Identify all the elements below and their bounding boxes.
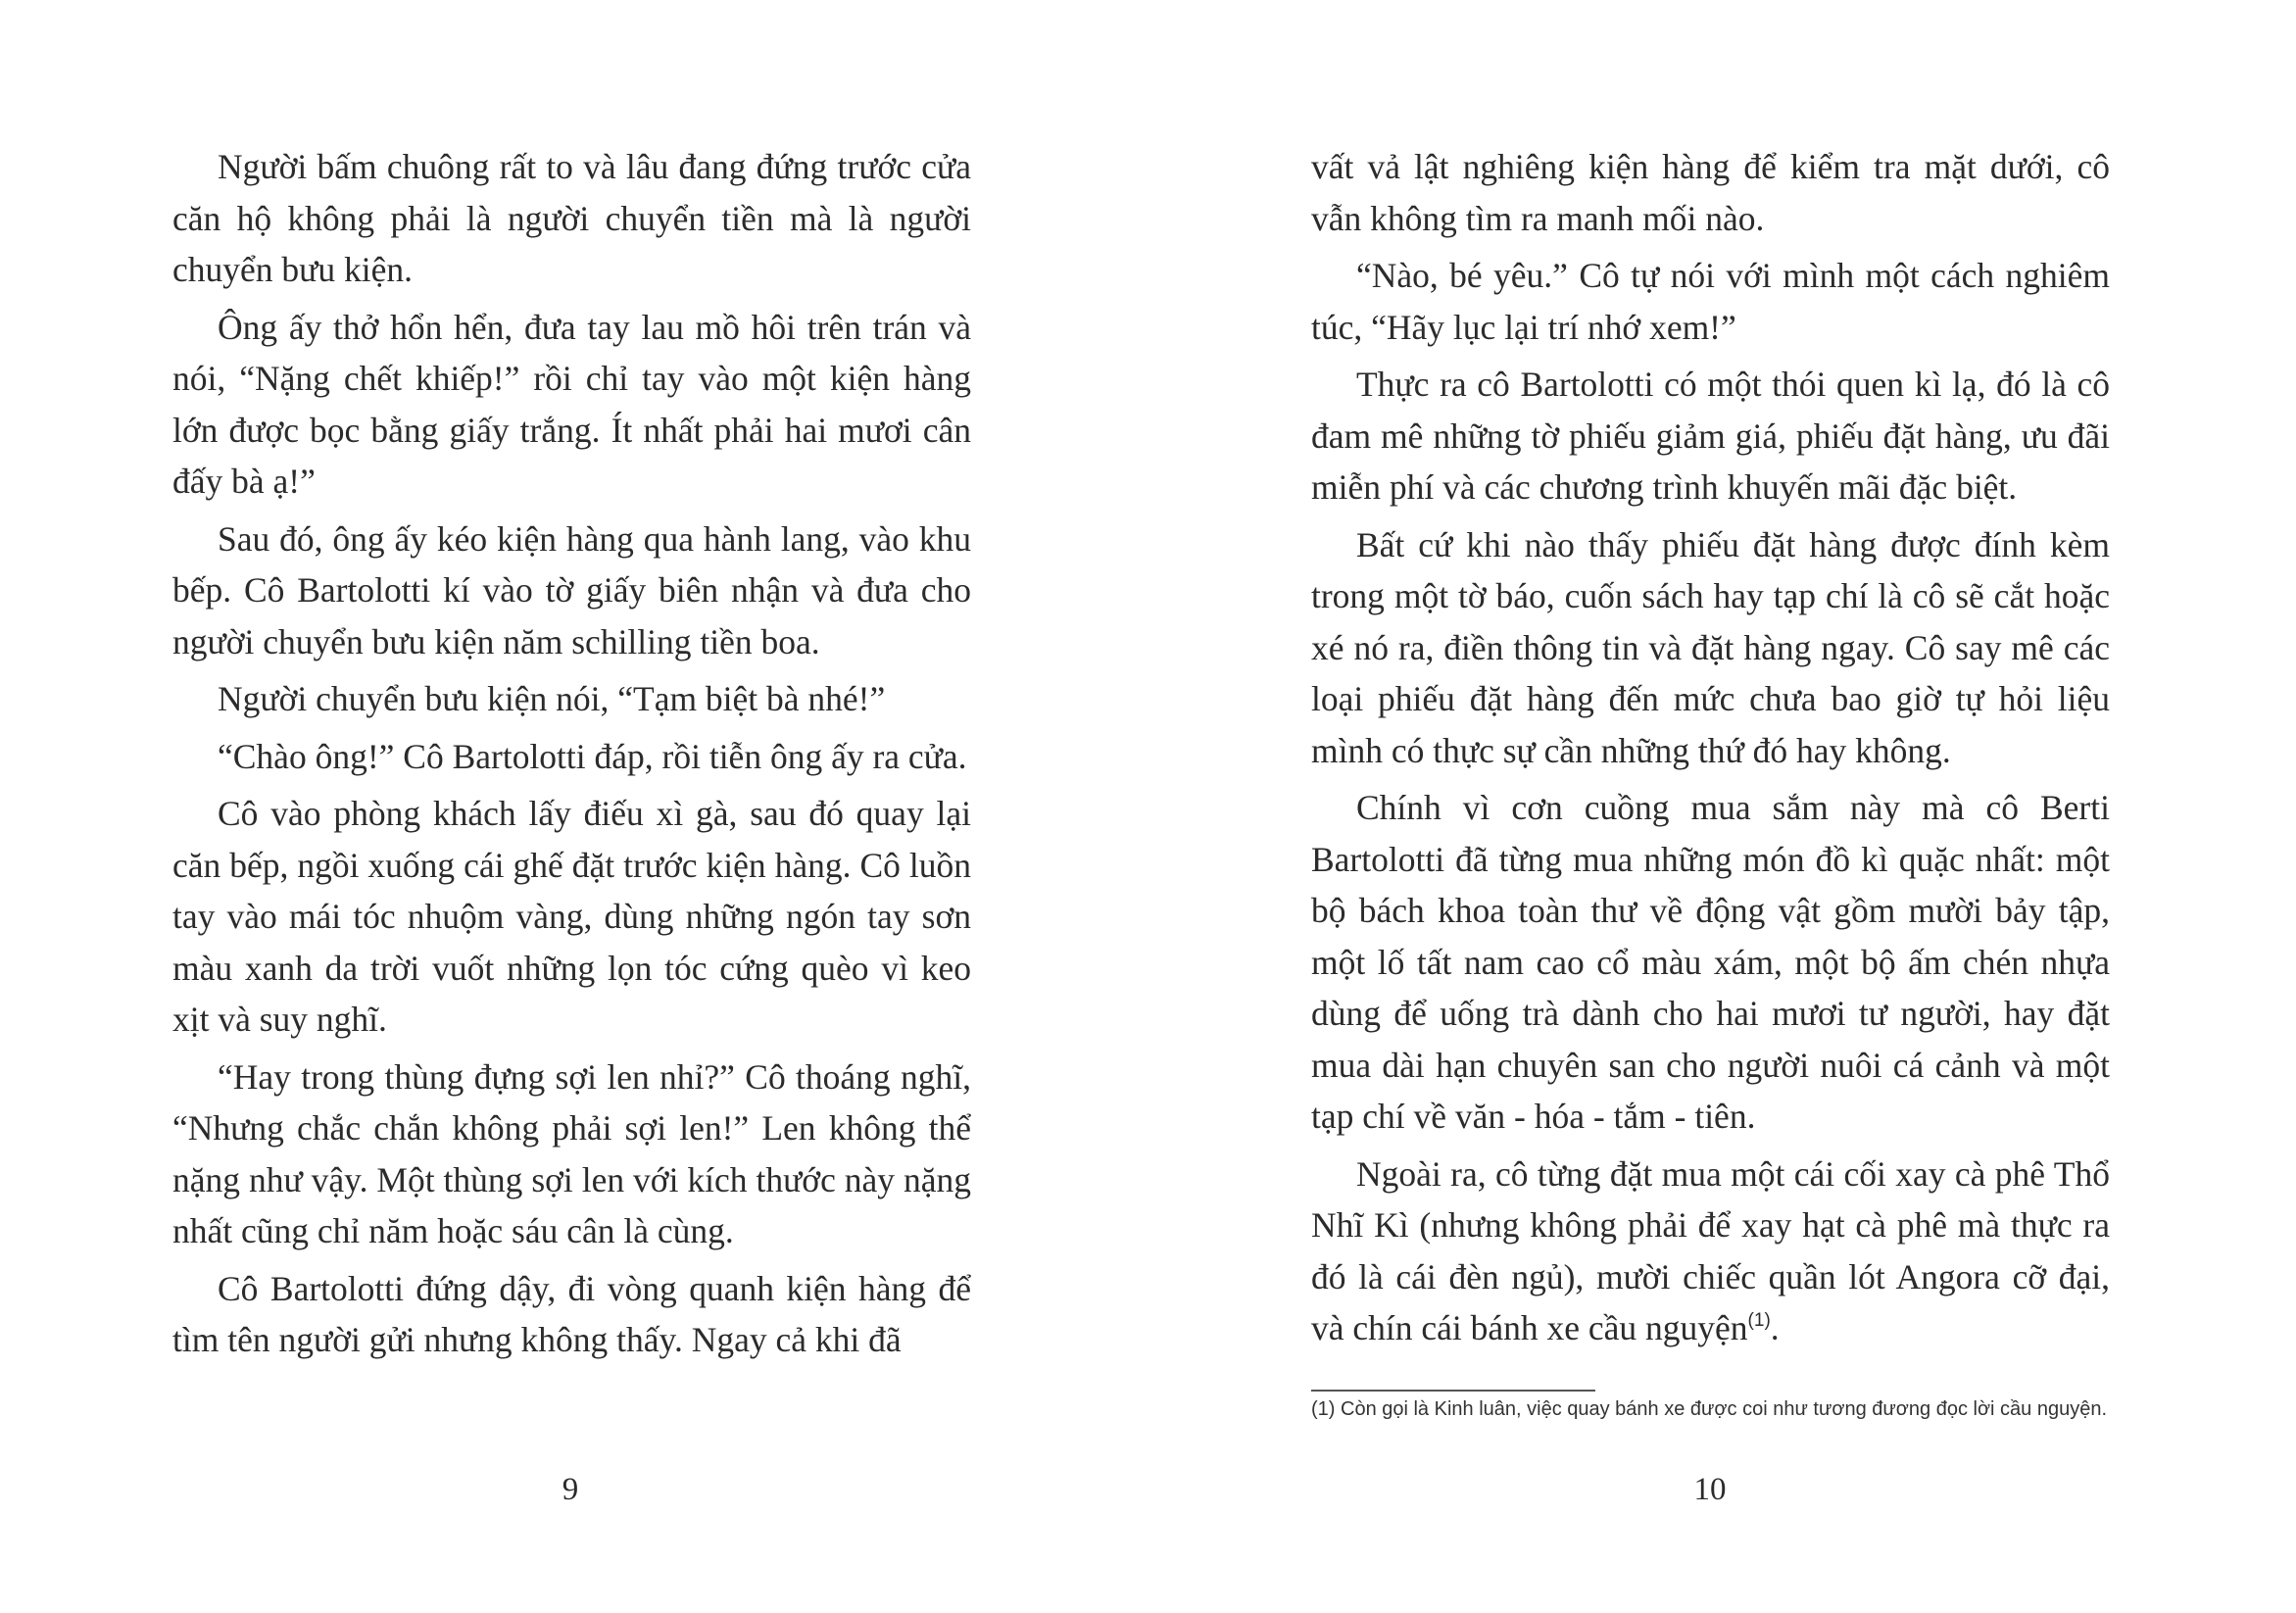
page-number: 9 bbox=[562, 1472, 579, 1507]
paragraph bbox=[1311, 1149, 2110, 1354]
paragraph: “Chào ông!” Cô Bartolotti đáp, rồi tiễn ông ấy ra cửa. bbox=[218, 736, 967, 776]
right-page bbox=[1148, 0, 2296, 1613]
page-number: 10 bbox=[1693, 1472, 1727, 1507]
paragraph: Bất cứ khi nào thấy phiếu đặt hàng được đính kèm trong một tờ báo, cuốn sách hay tạp chí là cô sẽ cắt hoặc xé nó ra, điền thông tin và đặt hàng ngay. Cô say mê các loại phiếu đặt hàng đến mức chưa bao giờ tự hỏi liệu mình có thực sự cần những thứ đó hay không. bbox=[1311, 524, 2110, 770]
paragraph: Người chuyển bưu kiện nói, “Tạm biệt bà nhé!” bbox=[218, 679, 886, 718]
paragraph: Thực ra cô Bartolotti có một thói quen kì lạ, đó là cô đam mê những tờ phiếu giảm giá, phiếu đặt hàng, ưu đãi miễn phí và các chương trình khuyến mãi đặc biệt. bbox=[1311, 365, 2110, 507]
paragraph-text: Ngoài ra, cô từng đặt mua một cái cối xay cà phê Thổ Nhĩ Kì (nhưng không phải để xay hạt cà phê mà thực ra đó là cái đèn ngủ), mười chiếc quần lót Angora cỡ đại, và chín cái bánh xe cầu nguyện bbox=[1311, 1153, 2110, 1347]
paragraph: “Nào, bé yêu.” Cô tự nói với mình một cách nghiêm túc, “Hãy lục lại trí nhớ xem!” bbox=[1311, 256, 2110, 347]
paragraph-end: . bbox=[1770, 1308, 1780, 1347]
right-page-text bbox=[1311, 141, 2110, 1354]
left-page-text bbox=[172, 141, 971, 1366]
paragraph: “Hay trong thùng đựng sợi len nhỉ?” Cô thoáng nghĩ, “Nhưng chắc chắn không phải sợi len!” Len không thể nặng như vậy. Một thùng sợi len với kích thước này nặng nhất cũng chỉ năm hoặc sáu cân là cùng. bbox=[172, 1056, 971, 1250]
footnote-divider bbox=[1311, 1390, 1595, 1392]
paragraph: Ông ấy thở hổn hển, đưa tay lau mồ hôi trên trán và nói, “Nặng chết khiếp!” rồi chỉ tay vào một kiện hàng lớn được bọc bằng giấy trắng. Ít nhất phải hai mươi cân đấy bà ạ!” bbox=[172, 307, 971, 501]
paragraph: Cô Bartolotti đứng dậy, đi vòng quanh kiện hàng để tìm tên người gửi nhưng không thấy. Ngay cả khi đã bbox=[172, 1268, 971, 1359]
paragraph: Người bấm chuông rất to và lâu đang đứng trước cửa căn hộ không phải là người chuyển tiền mà là người chuyển bưu kiện. bbox=[172, 147, 971, 289]
footnote-marker: (1) bbox=[1747, 1310, 1771, 1331]
footnote: (1) Còn gọi là Kinh luân, việc quay bánh xe được coi như tương đương đọc lời cầu nguyện. bbox=[1311, 1398, 2108, 1420]
paragraph: Cô vào phòng khách lấy điếu xì gà, sau đó quay lại căn bếp, ngồi xuống cái ghế đặt trước kiện hàng. Cô luồn tay vào mái tóc nhuộm vàng, dùng những ngón tay sơn màu xanh da trời vuốt những lọn tóc cứng quèo vì keo xịt và suy nghĩ. bbox=[172, 794, 971, 1039]
paragraph: vất vả lật nghiêng kiện hàng để kiểm tra mặt dưới, cô vẫn không tìm ra manh mối nào. bbox=[1311, 147, 2110, 238]
paragraph: Chính vì cơn cuồng mua sắm này mà cô Berti Bartolotti đã từng mua những món đồ kì quặc nhất: một bộ bách khoa toàn thư về động vật gồm mười bảy tập, một lố tất nam cao cổ màu xám, một bộ ấm chén nhựa dùng để uống trà dành cho hai mươi tư người, hay đặt mua dài hạn chuyên san cho người nuôi cá cảnh và một tạp chí về văn - hóa - tắm - tiên. bbox=[1311, 788, 2110, 1136]
paragraph: Sau đó, ông ấy kéo kiện hàng qua hành lang, vào khu bếp. Cô Bartolotti kí vào tờ giấy biên nhận và đưa cho người chuyển bưu kiện năm schilling tiền boa. bbox=[172, 518, 971, 661]
